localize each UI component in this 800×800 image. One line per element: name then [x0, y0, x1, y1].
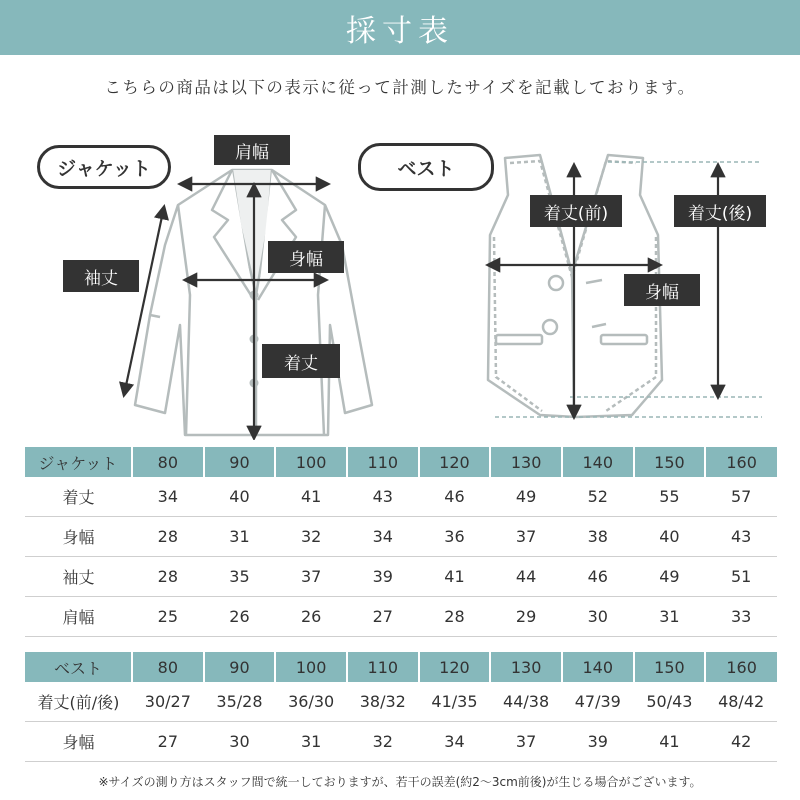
vest-table-header [25, 652, 777, 682]
table-cell: 44 [490, 557, 562, 597]
table-cell: 44/38 [490, 682, 562, 722]
table-cell: 27 [132, 722, 204, 762]
header-cell: 80 [132, 652, 204, 682]
header-cell: 100 [275, 652, 347, 682]
table-cell: 41 [634, 722, 706, 762]
footnote: ※サイズの測り方はスタッフ間で統一しておりますが、若干の誤差(約2〜3cm前後)が生じる場合がございます。 [98, 775, 702, 789]
table-cell: 34 [347, 517, 419, 557]
table-row [25, 477, 777, 517]
table-row [25, 557, 777, 597]
table-cell: 46 [419, 477, 491, 517]
table-cell: 36 [419, 517, 491, 557]
vest-length-back-label: 着丈(後) [674, 195, 766, 227]
header-cell: 120 [419, 447, 491, 477]
table-cell: 38 [562, 517, 634, 557]
jacket-shoulder-label: 肩幅 [214, 135, 290, 165]
table-cell: 46 [562, 557, 634, 597]
header-cell: 150 [634, 447, 706, 477]
row-label: 袖丈 [25, 557, 132, 597]
page-header [0, 0, 800, 55]
header-cell: 140 [562, 652, 634, 682]
header-cell: 130 [490, 652, 562, 682]
header-cell: 110 [347, 652, 419, 682]
page-title: 採寸表 [346, 13, 454, 49]
table-cell: 30 [562, 597, 634, 637]
table-cell: 26 [204, 597, 276, 637]
table-cell: 37 [490, 722, 562, 762]
header-cell: 150 [634, 652, 706, 682]
table-cell: 51 [705, 557, 777, 597]
table-cell: 33 [705, 597, 777, 637]
measurement-diagram [0, 125, 800, 440]
table-cell: 49 [490, 477, 562, 517]
header-cell: 160 [705, 447, 777, 477]
jacket-table-header [25, 447, 777, 477]
table-row [25, 597, 777, 637]
jacket-sleeve-label: 袖丈 [63, 260, 139, 292]
table-cell: 38/32 [347, 682, 419, 722]
jacket-pill: ジャケット [37, 145, 171, 189]
table-row [25, 517, 777, 557]
table-cell: 35 [204, 557, 276, 597]
vest-size-table [25, 652, 777, 762]
jacket-body-width-label: 身幅 [268, 241, 344, 273]
table-cell: 41/35 [419, 682, 491, 722]
table-cell: 28 [132, 557, 204, 597]
header-cell: 110 [347, 447, 419, 477]
vest-body-width-label: 身幅 [624, 274, 700, 306]
table-cell: 52 [562, 477, 634, 517]
table-cell: 31 [634, 597, 706, 637]
table-cell: 49 [634, 557, 706, 597]
table-cell: 41 [419, 557, 491, 597]
header-cell: 90 [204, 652, 276, 682]
header-cell: ベスト [25, 652, 132, 682]
table-cell: 47/39 [562, 682, 634, 722]
table-cell: 28 [132, 517, 204, 557]
table-cell: 42 [705, 722, 777, 762]
table-cell: 40 [634, 517, 706, 557]
jacket-length-label: 着丈 [262, 344, 340, 378]
row-label: 着丈(前/後) [25, 682, 132, 722]
row-label: 肩幅 [25, 597, 132, 637]
table-cell: 40 [204, 477, 276, 517]
table-cell: 25 [132, 597, 204, 637]
table-cell: 30/27 [132, 682, 204, 722]
table-cell: 48/42 [705, 682, 777, 722]
table-cell: 37 [275, 557, 347, 597]
header-cell: 160 [705, 652, 777, 682]
vest-length-front-label: 着丈(前) [530, 195, 622, 227]
header-cell: 80 [132, 447, 204, 477]
table-cell: 39 [562, 722, 634, 762]
table-cell: 31 [204, 517, 276, 557]
table-cell: 57 [705, 477, 777, 517]
row-label: 着丈 [25, 477, 132, 517]
table-cell: 29 [490, 597, 562, 637]
table-cell: 55 [634, 477, 706, 517]
table-cell: 36/30 [275, 682, 347, 722]
header-cell: 90 [204, 447, 276, 477]
header-cell: 100 [275, 447, 347, 477]
table-cell: 30 [204, 722, 276, 762]
header-cell: 130 [490, 447, 562, 477]
table-cell: 50/43 [634, 682, 706, 722]
table-row [25, 682, 777, 722]
table-cell: 26 [275, 597, 347, 637]
table-cell: 43 [347, 477, 419, 517]
row-label: 身幅 [25, 517, 132, 557]
table-cell: 34 [132, 477, 204, 517]
header-cell: 120 [419, 652, 491, 682]
row-label: 身幅 [25, 722, 132, 762]
header-cell: ジャケット [25, 447, 132, 477]
jacket-size-table [25, 447, 777, 637]
table-cell: 35/28 [204, 682, 276, 722]
table-cell: 32 [275, 517, 347, 557]
table-row [25, 722, 777, 762]
table-cell: 31 [275, 722, 347, 762]
vest-pill: ベスト [358, 143, 494, 191]
table-cell: 43 [705, 517, 777, 557]
table-cell: 39 [347, 557, 419, 597]
intro-text: こちらの商品は以下の表示に従って計測したサイズを記載しております。 [104, 78, 696, 97]
table-cell: 28 [419, 597, 491, 637]
table-cell: 32 [347, 722, 419, 762]
table-cell: 37 [490, 517, 562, 557]
table-cell: 34 [419, 722, 491, 762]
table-cell: 41 [275, 477, 347, 517]
header-cell: 140 [562, 447, 634, 477]
table-cell: 27 [347, 597, 419, 637]
